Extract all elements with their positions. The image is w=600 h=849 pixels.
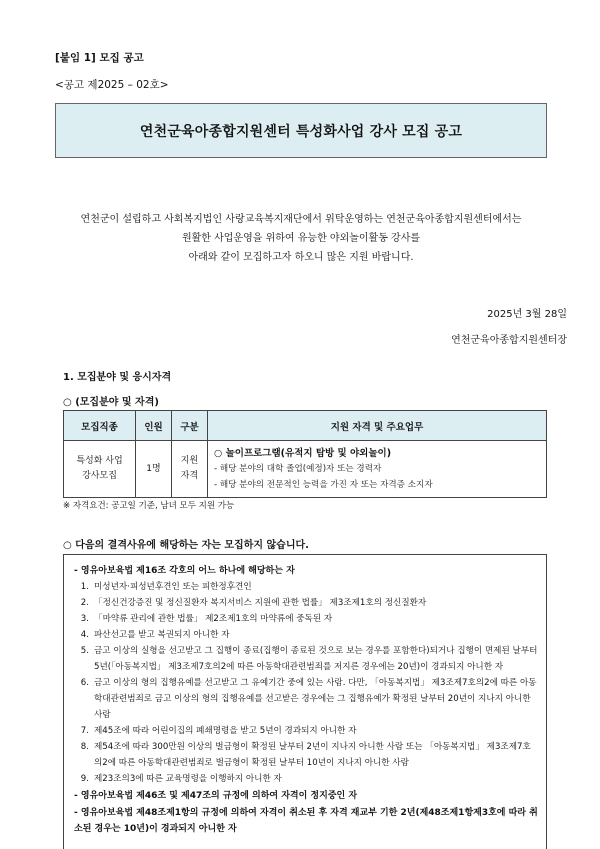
detail-heading: ○ 놀이프로그램(유적지 탐방 및 야외놀이) bbox=[214, 447, 392, 459]
suspension-clause: - 영유아보육법 제46조 및 제47조의 규정에 의하여 자격이 정지중인 자 bbox=[74, 791, 358, 801]
list-item bbox=[74, 771, 538, 787]
item-number: 7. bbox=[80, 726, 89, 736]
item-number: 6. bbox=[80, 678, 89, 688]
intro-paragraph bbox=[55, 210, 547, 267]
type-line: 자격 bbox=[180, 471, 199, 481]
item-text: 「정신건강증진 및 정신질환자 복지서비스 지원에 관한 법률」 제3조제1호의 정신질환자 bbox=[94, 598, 427, 608]
type-cell bbox=[172, 441, 208, 498]
intro-line: 아래와 같이 모집하고자 하오니 많은 지원 바랍니다. bbox=[188, 252, 414, 263]
table-header-row bbox=[64, 411, 547, 441]
item-text: 미성년자·피성년후견인 또는 피한정후견인 bbox=[94, 582, 252, 592]
detail-line: - 해당 분야의 대학 졸업(예정)자 또는 경력자 bbox=[214, 463, 382, 474]
type-line: 지원 bbox=[180, 456, 199, 466]
table-row bbox=[64, 441, 547, 498]
section2-heading: ○ 다음의 결격사유에 해당하는 자는 모집하지 않습니다. bbox=[63, 540, 309, 551]
notice-number: <공고 제2025 – 02호> bbox=[55, 79, 169, 91]
list-item bbox=[74, 611, 538, 627]
detail-line: - 해당 분야의 전문적인 능력을 가진 자 또는 자격증 소지자 bbox=[214, 479, 433, 490]
item-number: 4. bbox=[80, 630, 89, 640]
item-number: 2. bbox=[80, 598, 89, 608]
item-number: 9. bbox=[80, 774, 89, 784]
item-text: 파산선고를 받고 복권되지 아니한 자 bbox=[94, 630, 230, 640]
item-number: 1. bbox=[80, 582, 89, 592]
disqualification-box bbox=[63, 554, 547, 849]
item-text: 금고 이상의 형의 집행유예를 선고받고 그 유예기간 중에 있는 사람. 다만, 「아동복지법」 제3조제7호의2에 따른 아동학대관련범죄로 금고 이상의 형의 집행유예를 선고받은 경우에는 그 집행유예가 확정된 날부터 20년이 지나지 아니한 사람 bbox=[94, 678, 537, 720]
item-number: 8. bbox=[80, 742, 89, 752]
intro-line: 원활한 사업운영을 위하여 유능한 야외놀이활동 강사를 bbox=[181, 233, 421, 244]
item-text: 제23조의3에 따른 교육명령을 이행하지 아니한 자 bbox=[94, 774, 282, 784]
item-text: 제54조에 따라 300만원 이상의 벌금형이 확정된 날부터 2년이 지나지 아니한 사람 또는 「아동복지법」 제3조제7호의2에 따른 아동학대관련범죄로 벌금형이 확정된 날부터 10년이 지나지 아니한 사람 bbox=[94, 742, 531, 768]
list-item bbox=[74, 723, 538, 739]
job-line: 특성화 사업 bbox=[76, 456, 123, 466]
item-number: 5. bbox=[80, 646, 89, 656]
notice-date: 2025년 3월 28일 bbox=[487, 309, 567, 320]
column-header: 모집직종 bbox=[64, 411, 136, 441]
list-item bbox=[74, 643, 538, 675]
recruitment-table bbox=[63, 410, 547, 498]
page-title: 연천군육아종합지원센터 특성화사업 강사 모집 공고 bbox=[139, 123, 463, 140]
job-cell bbox=[64, 441, 136, 498]
intro-line: 연천군이 설립하고 사회복지법인 사랑교육복지재단에서 위탁운영하는 연천군육아종합지원센터에서는 bbox=[80, 214, 522, 225]
job-line: 강사모집 bbox=[82, 471, 117, 481]
list-item bbox=[74, 739, 538, 771]
column-header: 지원 자격 및 주요업무 bbox=[208, 411, 547, 441]
item-text: 제45조에 따라 어린이집의 폐쇄명령을 받고 5년이 경과되지 아니한 자 bbox=[94, 726, 357, 736]
column-header: 구분 bbox=[172, 411, 208, 441]
list-item bbox=[74, 595, 538, 611]
box-heading: - 영유아보육법 제16조 각호의 어느 하나에 해당하는 자 bbox=[74, 566, 295, 576]
count-cell: 1명 bbox=[136, 441, 172, 498]
section1-subheading: ○ (모집분야 및 자격) bbox=[63, 397, 159, 408]
attachment-label: [붙임 1] 모집 공고 bbox=[55, 52, 144, 64]
revocation-clause: - 영유아보육법 제48조제1항의 규정에 의하여 자격이 취소된 후 자격 재교부 기한 2년(제48조제1항제3호에 따라 취소된 경우는 10년)이 경과되지 아니한 자 bbox=[74, 808, 538, 834]
title-banner bbox=[55, 103, 547, 158]
list-item bbox=[74, 627, 538, 643]
eligibility-note: ※ 자격요건: 공고일 기준, 남녀 모두 지원 가능 bbox=[63, 501, 235, 511]
detail-cell bbox=[208, 441, 547, 498]
column-header: 인원 bbox=[136, 411, 172, 441]
item-text: 「마약류 관리에 관한 법률」 제2조제1호의 마약류에 중독된 자 bbox=[94, 614, 333, 624]
list-item bbox=[74, 675, 538, 723]
list-item bbox=[74, 579, 538, 595]
section1-heading: 1. 모집분야 및 응시자격 bbox=[63, 372, 172, 383]
organization-name: 연천군육아종합지원센터장 bbox=[451, 335, 567, 346]
item-text: 금고 이상의 실형을 선고받고 그 집행이 종료(집행이 종료된 것으로 보는 경우를 포함한다)되거나 집행이 면제된 날부터 5년(「아동복지법」 제3조제7호의2에 따른 아동학대관련범죄를 저지른 경우에는 20년)이 경과되지 아니한 자 bbox=[94, 646, 538, 672]
item-number: 3. bbox=[80, 614, 89, 624]
